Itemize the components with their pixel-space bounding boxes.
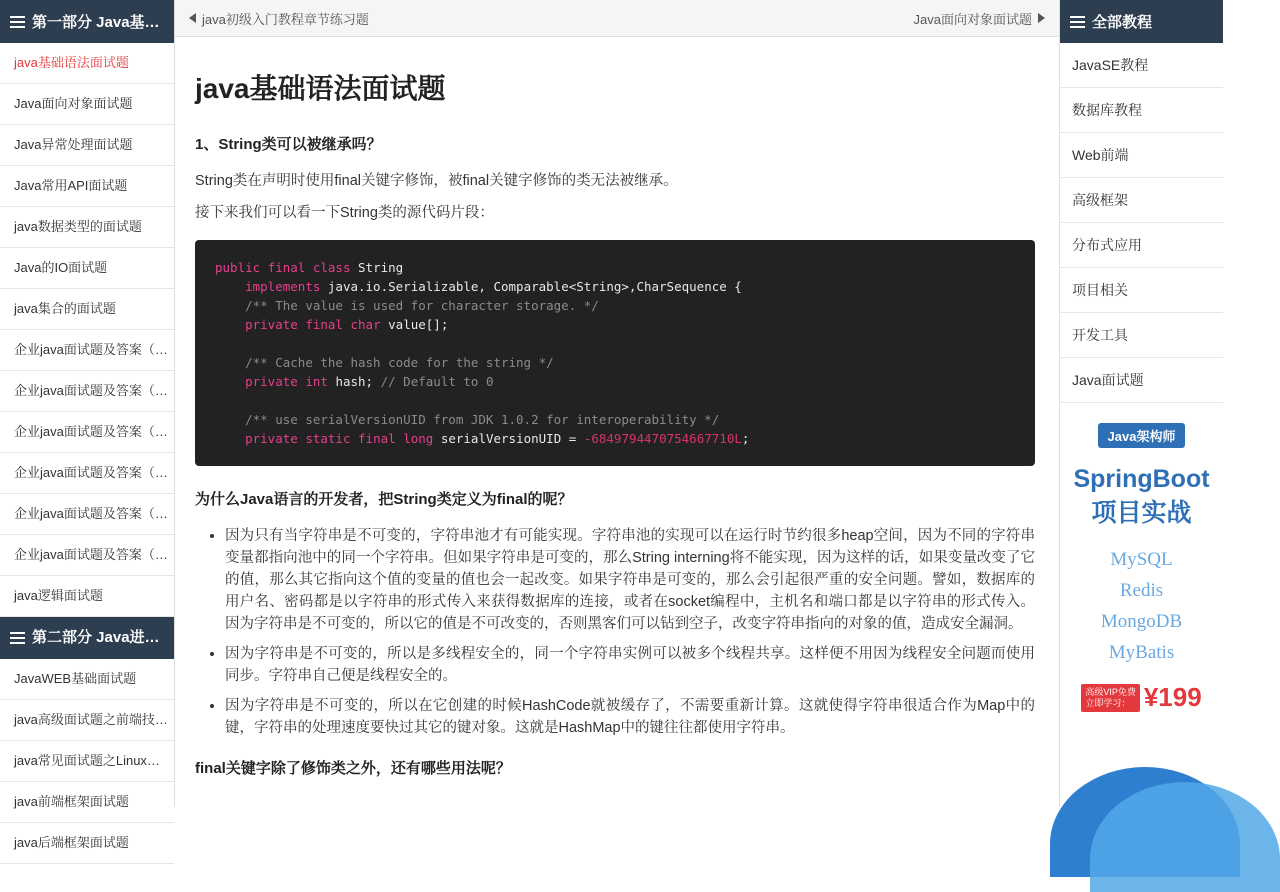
paragraph-1: String类在声明时使用final关键字修饰，被final关键字修饰的类无法被继承。 xyxy=(195,173,678,189)
hamburger-icon xyxy=(10,16,25,28)
list-item: • 因为字符串是不可变的，所以是多线程安全的，同一个字符串实例可以被多个线程共享。这样便不用因为线程安全问题而使用同步。字符串自己便是线程安全的。 xyxy=(225,643,1035,687)
breadcrumb xyxy=(175,0,1059,37)
sidebar-item-java-backend-framework[interactable]: java后端框架面试题 xyxy=(0,823,174,864)
ad-cta-line1: 高级VIP免费 xyxy=(1085,686,1136,697)
right-sidebar-header-label: 全部教程 xyxy=(1092,14,1153,31)
page-title: java基础语法面试题 xyxy=(195,73,446,104)
hamburger-icon xyxy=(10,632,25,644)
code-block-string-source: public final class String implements java.io.Serializable, Comparable<String>,CharSequence { /** The value is used for character storage. */ private final char value[]; /** Cache the hash code for the string */ private int hash; // Default to 0 /** use serialVersionUID from JDK 1.0.2 for interoperability */ private static final long serialVersionUID = -6849794470754667710L; xyxy=(195,240,1035,466)
question-2-heading: 为什么Java语言的开发者，把String类定义为final的呢？ xyxy=(195,491,573,508)
breadcrumb-next-link[interactable] xyxy=(914,9,1045,28)
breadcrumb-prev-label: java初级入门教程章节练习题 xyxy=(202,11,369,27)
ad-tech-mybatis: MyBatis xyxy=(1108,642,1175,663)
nav-item-javase[interactable]: JavaSE教程 xyxy=(1060,43,1223,88)
ad-cta-text xyxy=(1081,684,1140,712)
question-1-heading: 1、String类可以被继承吗？ xyxy=(195,136,382,153)
ad-title: SpringBoot xyxy=(1073,465,1210,493)
main-content xyxy=(175,0,1060,807)
sidebar-item-enterprise-3[interactable]: 企业java面试题及答案（… xyxy=(0,412,174,453)
nav-item-java-interview[interactable]: Java面试题 xyxy=(1060,358,1223,403)
breadcrumb-prev-link[interactable] xyxy=(189,9,369,28)
sidebar-item-java-api[interactable]: Java常用API面试题 xyxy=(0,166,174,207)
answer-bullet-list xyxy=(195,525,1035,739)
ad-subtitle: 项目实战 xyxy=(1091,499,1192,527)
sidebar-item-java-exception[interactable]: Java异常处理面试题 xyxy=(0,125,174,166)
list-item: • 因为只有当字符串是不可变的，字符串池才有可能实现。字符串池的实现可以在运行时节约很多heap空间，因为不同的字符串变量都指向池中的同一个字符串。但如果字符串是可变的，那么String interning将不能实现，因为这样的话，如果变量改变了它的值，那么其它指向这个值的变量的值也会一起改变。如果字符串是可变的，那么会引起很严重的安全问题。譬如，数据库的用户名、密码都是以字符串的形式传入来获得数据库的连接，或者在socket编程中，主机名和端口都是以字符串的形式传入。因为字符串是不可变的，所以它的值是不可改变的，否则黑客们可以钻到空子，改变字符串指向的对象的值，造成安全漏洞。 xyxy=(225,525,1035,635)
sidebar-item-enterprise-1[interactable]: 企业java面试题及答案（… xyxy=(0,330,174,371)
left-sidebar-section-two-label: 第二部分 Java进… xyxy=(32,629,160,646)
ad-cta-line2: 立即学习： xyxy=(1085,697,1131,708)
left-sidebar-header-label: 第一部分 Java基… xyxy=(32,14,160,31)
breadcrumb-next-label: Java面向对象面试题 xyxy=(913,11,1032,27)
right-sidebar-header[interactable] xyxy=(1060,0,1223,43)
ad-price: ¥199 xyxy=(1143,682,1202,712)
sidebar-item-enterprise-2[interactable]: 企业java面试题及答案（… xyxy=(0,371,174,412)
sidebar-item-enterprise-6[interactable]: 企业java面试题及答案（… xyxy=(0,535,174,576)
nav-item-projects[interactable]: 项目相关 xyxy=(1060,268,1223,313)
ad-tech-redis: Redis xyxy=(1119,580,1164,601)
left-sidebar-header[interactable] xyxy=(0,0,174,43)
sidebar-item-java-frontend-framework[interactable]: java前端框架面试题 xyxy=(0,782,174,823)
article-body xyxy=(175,37,1059,807)
list-item: • 因为字符串是不可变的，所以在它创建的时候HashCode就被缓存了，不需要重新计算。这就使得字符串很适合作为Map中的键，字符串的处理速度要快过其它的键对象。这就是HashMap中的键往往都使用字符串。 xyxy=(225,695,1035,739)
sidebar-item-enterprise-4[interactable]: 企业java面试题及答案（… xyxy=(0,453,174,494)
left-sidebar xyxy=(0,0,175,850)
ad-tech-mongodb: MongoDB xyxy=(1100,611,1183,632)
sidebar-item-java-io[interactable]: Java的IO面试题 xyxy=(0,248,174,289)
sidebar-item-java-linux[interactable]: java常见面试题之Linux… xyxy=(0,741,174,782)
question-3-heading: final关键字除了修饰类之外，还有哪些用法呢？ xyxy=(195,760,511,777)
nav-item-advanced-framework[interactable]: 高级框架 xyxy=(1060,178,1223,223)
sidebar-item-java-datatype[interactable]: java数据类型的面试题 xyxy=(0,207,174,248)
sidebar-item-java-collection[interactable]: java集合的面试题 xyxy=(0,289,174,330)
nav-item-web-frontend[interactable]: Web前端 xyxy=(1060,133,1223,178)
paragraph-2: 接下来我们可以看一下String类的源代码片段： xyxy=(195,205,494,221)
advertisement-banner[interactable] xyxy=(1060,417,1223,837)
right-sidebar xyxy=(1060,0,1223,807)
hamburger-icon xyxy=(1070,16,1085,28)
sidebar-item-java-logic[interactable]: java逻辑面试题 xyxy=(0,576,174,617)
sidebar-item-java-oop[interactable]: Java面向对象面试题 xyxy=(0,84,174,125)
left-sidebar-section-two[interactable] xyxy=(0,617,174,659)
ad-tech-mysql: MySQL xyxy=(1110,549,1173,570)
sidebar-item-java-advanced-frontend[interactable]: java高级面试题之前端技… xyxy=(0,700,174,741)
sidebar-item-javaweb-basic[interactable]: JavaWEB基础面试题 xyxy=(0,659,174,700)
chevron-right-icon xyxy=(1038,13,1045,23)
chevron-left-icon xyxy=(189,13,196,23)
ad-badge: Java架构师 xyxy=(1098,423,1186,448)
nav-item-dev-tools[interactable]: 开发工具 xyxy=(1060,313,1223,358)
sidebar-item-enterprise-5[interactable]: 企业java面试题及答案（… xyxy=(0,494,174,535)
nav-item-distributed[interactable]: 分布式应用 xyxy=(1060,223,1223,268)
sidebar-item-java-basic-syntax[interactable]: java基础语法面试题 xyxy=(0,43,174,84)
nav-item-database[interactable]: 数据库教程 xyxy=(1060,88,1223,133)
ad-cta[interactable] xyxy=(1060,682,1223,713)
